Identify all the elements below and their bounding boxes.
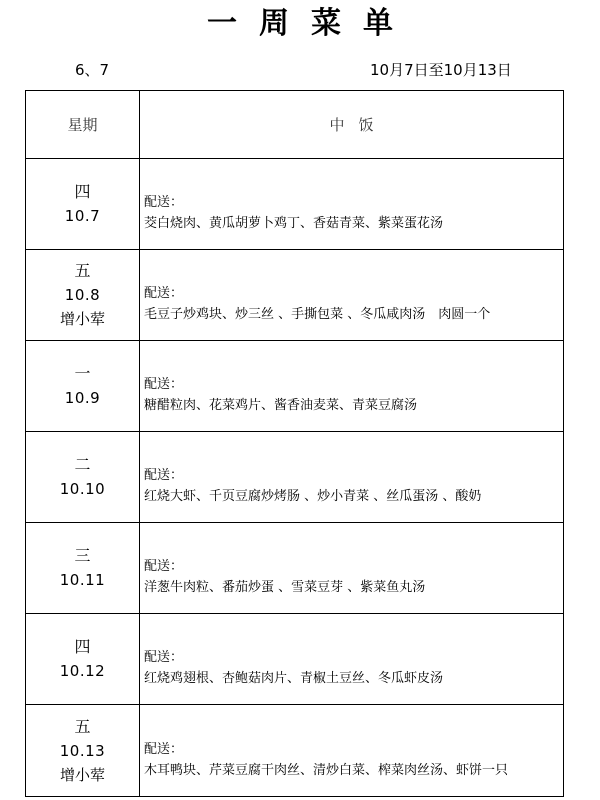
delivery-label: 配送： bbox=[144, 650, 184, 665]
weekday-text: 三 bbox=[74, 546, 91, 565]
table-row bbox=[26, 159, 564, 250]
delivery-label: 配送： bbox=[144, 741, 184, 757]
extra-note: 增小荤 bbox=[59, 310, 105, 328]
date-range: 10月7日至10月13日 bbox=[370, 61, 512, 79]
menu-items: 毛豆子炒鸡块、炒三丝 、手撕包菜 、冬瓜咸肉汤 肉圆一个 bbox=[144, 307, 491, 322]
header-lunch: 中饭 bbox=[140, 91, 564, 159]
menu-items: 洋葱牛肉粒、番茄炒蛋 、雪菜豆芽 、紫菜鱼丸汤 bbox=[144, 580, 426, 595]
table-row bbox=[26, 250, 564, 341]
table-row bbox=[26, 614, 564, 705]
meal-cell bbox=[140, 250, 564, 341]
weekday-text: 五 bbox=[74, 716, 91, 736]
day-cell bbox=[26, 341, 140, 432]
weekday-text: 四 bbox=[74, 637, 91, 656]
day-cell bbox=[26, 614, 140, 705]
menu-items: 木耳鸭块、芹菜豆腐干肉丝、清炒白菜、榨菜肉丝汤、虾饼一只 bbox=[144, 762, 509, 778]
date-text: 10.7 bbox=[64, 207, 101, 225]
meal-cell bbox=[140, 341, 564, 432]
weekday-text: 四 bbox=[74, 182, 91, 201]
meal-cell bbox=[140, 705, 564, 797]
delivery-label: 配送： bbox=[144, 377, 184, 392]
meal-cell bbox=[140, 523, 564, 614]
weekday-text: 五 bbox=[74, 261, 91, 280]
weekday-text: 二 bbox=[74, 455, 91, 474]
weekday-text: 一 bbox=[74, 364, 91, 383]
date-text: 10.9 bbox=[64, 389, 101, 407]
date-text: 10.13 bbox=[59, 741, 106, 760]
day-cell bbox=[26, 159, 140, 250]
menu-items: 红烧大虾、千页豆腐炒烤肠 、炒小青菜 、丝瓜蛋汤 、酸奶 bbox=[144, 489, 482, 504]
date-text: 10.10 bbox=[59, 480, 106, 498]
delivery-label: 配送： bbox=[144, 559, 184, 574]
meal-cell bbox=[140, 614, 564, 705]
meal-cell bbox=[140, 159, 564, 250]
day-cell bbox=[26, 523, 140, 614]
day-cell bbox=[26, 250, 140, 341]
table-row bbox=[26, 523, 564, 614]
date-text: 10.11 bbox=[59, 571, 106, 589]
date-text: 10.12 bbox=[59, 662, 106, 680]
table-row bbox=[26, 341, 564, 432]
day-cell bbox=[26, 432, 140, 523]
menu-items: 红烧鸡翅根、杏鲍菇肉片、青椒土豆丝、冬瓜虾皮汤 bbox=[144, 671, 444, 686]
delivery-label: 配送： bbox=[144, 468, 184, 483]
page-title: 一周菜单 bbox=[207, 6, 415, 41]
meal-cell bbox=[140, 432, 564, 523]
delivery-label: 配送： bbox=[144, 286, 184, 301]
menu-items: 茭白烧肉、黄瓜胡萝卜鸡丁、香菇青菜、紫菜蛋花汤 bbox=[144, 216, 444, 231]
table-row bbox=[26, 705, 564, 797]
table-header-row bbox=[26, 91, 564, 159]
date-text: 10.8 bbox=[64, 286, 101, 304]
menu-items: 糖醋粒肉、花菜鸡片、酱香油麦菜、青菜豆腐汤 bbox=[144, 398, 418, 413]
menu-table bbox=[25, 90, 564, 797]
header-weekday: 星期 bbox=[26, 91, 140, 159]
table-row bbox=[26, 432, 564, 523]
delivery-label: 配送： bbox=[144, 195, 184, 210]
day-cell bbox=[26, 705, 140, 797]
extra-note: 增小荤 bbox=[59, 765, 105, 784]
class-label: 6、7 bbox=[75, 61, 110, 79]
